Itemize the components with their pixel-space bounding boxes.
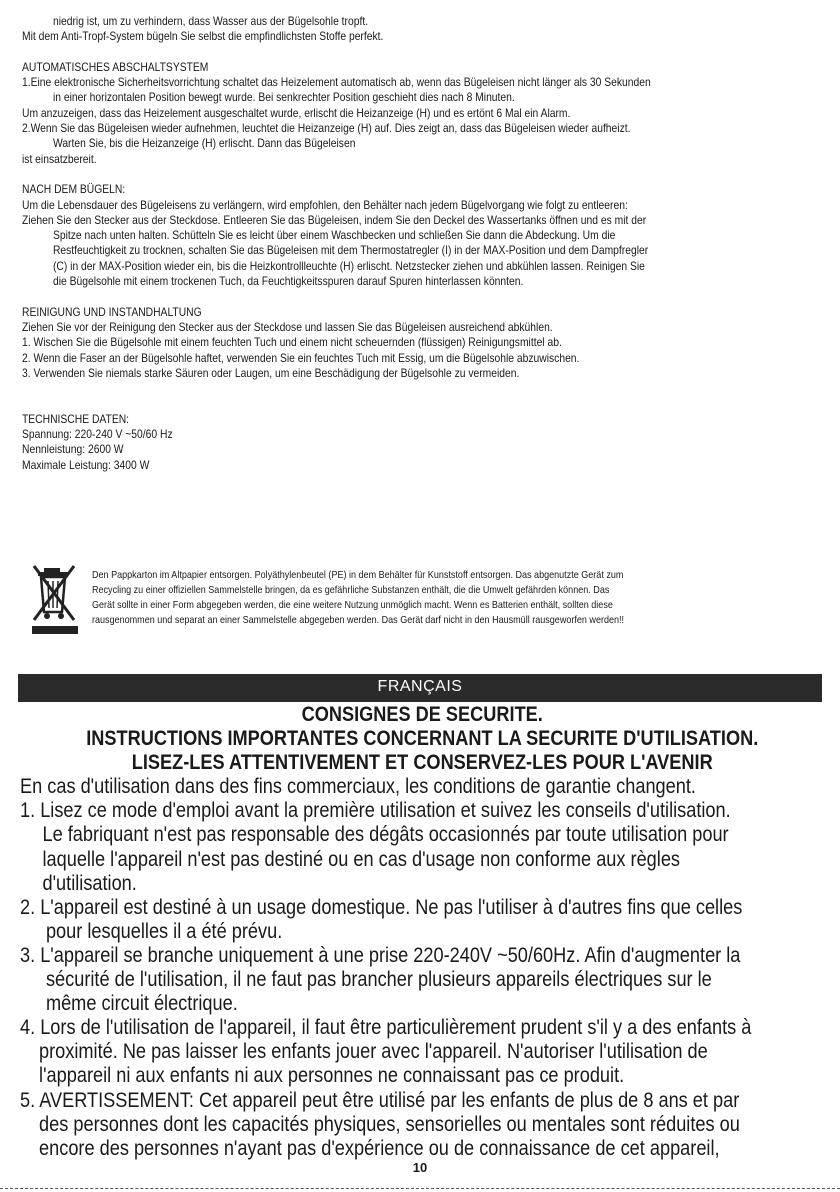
text-line: Ziehen Sie vor der Reinigung den Stecker aus der Steckdose und lassen Sie das Bügeleisen ausreichend abkühlen. — [22, 319, 553, 334]
text-line: Um die Lebensdauer des Bügeleisens zu verlängern, wird empfohlen, den Behälter nach jedem Bügelvorgang wie folgt zu entleeren: — [22, 197, 628, 212]
text-line: 4. Lors de l'utilisation de l'appareil, il faut être particulièrement prudent s'il y a des enfants à — [20, 1016, 752, 1040]
text-line: même circuit électrique. — [45, 992, 238, 1016]
text-line: niedrig ist, um zu verhindern, dass Wasser aus der Bügelsohle tropft. — [52, 14, 369, 28]
text-line: encore des personnes n'ayant pas d'expérience ou de connaissance de cet appareil, — [39, 1136, 720, 1160]
text-line: in einer horizontalen Position bewegt wurde. Bei senkrechter Position geschieht dies nach 8 Minuten. — [52, 90, 515, 105]
footer-divider — [0, 1188, 840, 1189]
text-line: 2. Wenn die Faser an der Bügelsohle haftet, verwenden Sie ein feuchtes Tuch mit Essig, um die Bügelsohle abzuwischen. — [22, 350, 580, 365]
text-line: proximité. Ne pas laisser les enfants jouer avec l'appareil. N'autoriser l'utilisation de — [39, 1040, 708, 1064]
text-line: laquelle l'appareil n'est pas destiné ou en cas d'usage non conforme aux règles — [42, 847, 681, 871]
text-line: Den Pappkarton im Altpapier entsorgen. Polyäthylenbeutel (PE) in dem Behälter für Kunststoff entsorgen. Das abgenutzte Gerät zum — [92, 569, 624, 581]
section-heading-technical-data: TECHNISCHE DATEN: — [22, 411, 130, 426]
text-line: En cas d'utilisation dans des fins commerciaux, les conditions de garantie changent. — [20, 775, 696, 799]
text-line: ist einsatzbereit. — [22, 151, 97, 166]
language-banner: FRANÇAIS — [18, 674, 822, 702]
text-line: Warten Sie, bis die Heizanzeige (H) erlischt. Dann das Bügeleisen — [52, 136, 356, 151]
text-line: Restfeuchtigkeit zu trocknen, schalten Sie das Bügeleisen mit dem Thermostatregler (I) in der MAX-Position und dem Dampfregler — [52, 243, 649, 258]
crossed-out-bin-icon — [30, 562, 80, 636]
recycling-notice — [92, 568, 797, 628]
text-line: Ziehen Sie den Stecker aus der Steckdose. Entleeren Sie das Bügeleisen, indem Sie den Deckel des Wassertanks öffnen und es mit der — [22, 212, 647, 227]
text-line: 1. Lisez ce mode d'emploi avant la première utilisation et suivez les conseils d'utilisation. — [20, 799, 731, 823]
text-line: d'utilisation. — [42, 871, 137, 895]
text-line: Nennleistung: 2600 W — [22, 442, 124, 457]
text-line: 3. Verwenden Sie niemals starke Säuren oder Laugen, um eine Beschädigung der Bügelsohle zu vermeiden. — [22, 365, 520, 380]
text-line: Recycling zu einer offiziellen Sammelstelle bringen, da es gefährliche Substanzen enthält, die die Umwelt gefährden können. Das — [92, 584, 610, 596]
text-line: 5. AVERTISSEMENT: Cet appareil peut être utilisé par les enfants de plus de 8 ans et par — [20, 1088, 740, 1112]
text-line: sécurité de l'utilisation, il ne faut pas brancher plusieurs appareils électriques sur le — [45, 968, 712, 992]
heading-safety: CONSIGNES DE SECURITE. — [301, 703, 543, 726]
text-line: die Bügelsohle mit einem trockenen Tuch, da Feuchtigkeitsspuren darauf Spuren hinterlassen könnten. — [52, 274, 524, 289]
text-line: 3. L'appareil se branche uniquement à une prise 220-240V ~50/60Hz. Afin d'augmenter la — [20, 943, 741, 967]
text-line: Gerät sollte in einer Form abgegeben werden, die eine weitere Nutzung unmöglich macht. Wenn es Batterien enthält, sollten diese — [92, 599, 613, 611]
text-line: 2.Wenn Sie das Bügeleisen wieder aufnehmen, leuchtet die Heizanzeige (H) auf. Dies zeigt an, dass das Bügeleisen wieder aufheizt. — [22, 121, 631, 136]
text-line: pour lesquelles il a été prévu. — [45, 919, 283, 943]
section-heading-cleaning: REINIGUNG UND INSTANDHALTUNG — [22, 304, 202, 319]
text-line: Spitze nach unten halten. Schütteln Sie es leicht über einem Waschbecken und schließen Sie dann die Abdeckung. Um die — [52, 228, 616, 243]
text-line: (C) in der MAX-Position wieder ein, bis die Heizkontrollleuchte (H) erlischt. Netzstecker ziehen und abkühlen lassen. Reinigen Sie — [52, 258, 645, 273]
text-line: Um anzuzeigen, dass das Heizelement ausgeschaltet wurde, erlischt die Heizanzeige (H) und es ertönt 6 Mal ein Alarm. — [22, 105, 571, 120]
text-line: Spannung: 220-240 V ~50/60 Hz — [22, 427, 173, 442]
section-heading-auto-shutoff: AUTOMATISCHES ABSCHALTSYSTEM — [22, 59, 209, 74]
heading-read-carefully: LISEZ-LES ATTENTIVEMENT ET CONSERVEZ-LES POUR L'AVENIR — [131, 751, 713, 775]
text-line: 1. Wischen Sie die Bügelsohle mit einem feuchten Tuch und einem nicht scheuernden (flüssigen) Reinigungsmittel ab. — [22, 335, 562, 350]
text-line: rausgenommen und separat an einer Sammelstelle abgegeben werden. Das Gerät darf nicht in den Hausmüll rausgeworfen werden!! — [92, 614, 625, 626]
german-section — [22, 14, 824, 473]
heading-important-instructions: INSTRUCTIONS IMPORTANTES CONCERNANT LA SECURITE D'UTILISATION. — [86, 727, 759, 751]
page-number: 10 — [412, 1160, 428, 1175]
text-line: Le fabriquant n'est pas responsable des dégâts occasionnés par toute utilisation pour — [42, 823, 729, 847]
french-section — [20, 703, 824, 1161]
text-line: l'appareil ni aux enfants ni aux personnes ne connaissant pas ce produit. — [39, 1064, 625, 1088]
text-line: Mit dem Anti-Tropf-System bügeln Sie selbst die empfindlichsten Stoffe perfekt. — [22, 29, 384, 44]
text-line: 2. L'appareil est destiné à un usage domestique. Ne pas l'utiliser à d'autres fins que celles — [20, 895, 743, 919]
text-line: des personnes dont les capacités physiques, sensorielles ou mentales sont réduites ou — [39, 1112, 740, 1136]
text-line: Maximale Leistung: 3400 W — [22, 457, 150, 472]
text-line: 1.Eine elektronische Sicherheitsvorrichtung schaltet das Heizelement automatisch ab, wenn das Bügeleisen nicht länger als 30 Sekunden — [22, 75, 651, 90]
section-heading-after-ironing: NACH DEM BÜGELN: — [22, 182, 126, 197]
